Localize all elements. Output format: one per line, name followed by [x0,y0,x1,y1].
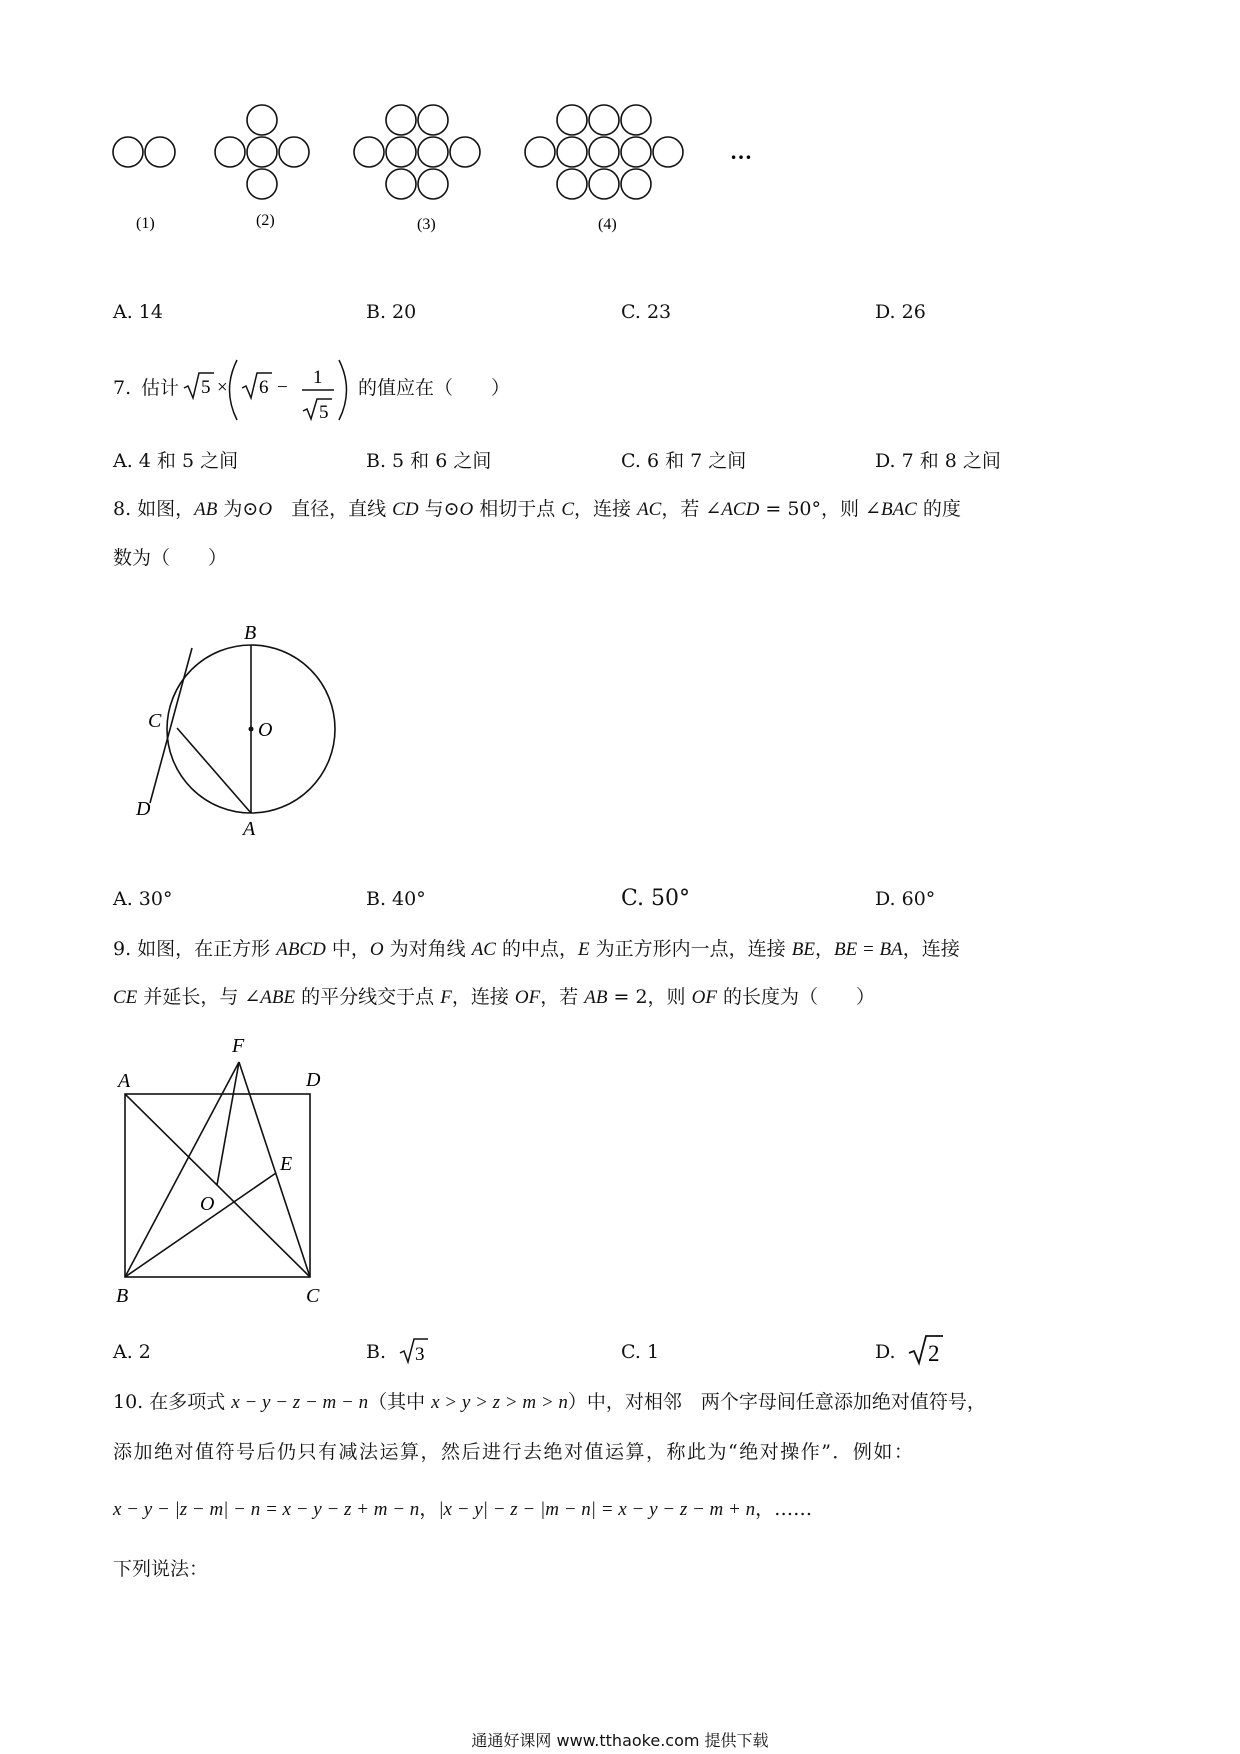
math-run: |x − y| − z − |m − n| = x − y − z − m + n [438,1499,756,1520]
text-run: ，连接 [902,938,960,960]
q7-stem-prefix: 估计 [141,377,180,399]
math-run: C [561,499,575,520]
q9-option-d-sqrt [907,1329,947,1369]
math-run: O [369,939,384,960]
text-run: ，连接 [574,498,638,520]
q8-label-o: O [258,719,273,741]
math-run: O [258,499,273,520]
q9-stem-line2 [113,988,875,1007]
q9-option-d: D. [875,1341,896,1363]
q7-number: 7. [113,377,132,399]
text-run: 10. 在多项式 [113,1391,232,1413]
math-run: CE [113,987,138,1008]
math-run: ABE [260,987,296,1008]
q8-label-d: D [136,798,151,820]
text-run: ，连接 [451,986,515,1008]
text-run: 8. 如图， [113,498,195,520]
q9-option-a: A. 2 [113,1341,151,1363]
q9-label-f: F [232,1035,245,1057]
q8-label-b: B [244,622,257,644]
q10-stem-line1 [113,1393,986,1412]
q9-stem-line1 [113,940,960,959]
math-run: E [578,939,590,960]
math-run: BE [791,939,815,960]
q8-label-a: A [243,818,256,840]
math-run: BAC [880,499,917,520]
math-run: AB [194,499,218,520]
math-run: ABCD [276,939,326,960]
q7-option-c: C. 6 和 7 之间 [621,450,747,472]
q8-option-d: D. 60° [875,888,936,910]
math-run: x − y − |z − m| − n = x − y − z + m − n [113,1499,420,1520]
q7-option-d: D. 7 和 8 之间 [875,450,1001,472]
q7-stem-suffix: 的值应在（ ） [358,377,511,399]
q8-stem-line1 [113,500,961,519]
q6-label-3: (3) [417,216,436,233]
q7-sqrt6-radicand: 6 [259,377,269,398]
math-run: OF [514,987,541,1008]
q10-stem-line3 [113,1500,812,1519]
q8-option-a: A. 30° [113,888,173,910]
q7-times: × [217,377,228,398]
text-run: 的长度为（ ） [716,986,875,1008]
text-run: ，若 ∠ [661,498,722,520]
q6-option-d: D. 26 [875,301,926,323]
q6-ellipsis: … [730,139,752,164]
text-run: 为⊙ [217,498,259,520]
math-run: ACD [721,499,760,520]
text-run: 直径，直线 [272,498,393,520]
text-run: ）中，对相邻 两个字母间任意添加绝对值符号， [567,1391,986,1413]
q7-den-radicand: 5 [319,402,329,423]
q6-option-a: A. 14 [113,301,163,323]
pattern-3 [354,105,480,199]
text-run: 的中点， [495,938,579,960]
q9-square-figure [110,1030,340,1310]
math-run: F [440,987,452,1008]
q10-stem-line2: 添加绝对值符号后仍只有减法运算，然后进行去绝对值运算，称此为“绝对操作”．例如： [113,1441,915,1463]
text-run: = 2，则 [607,986,692,1008]
q9-label-b: B [116,1285,129,1307]
pattern-2 [215,105,309,199]
q9-option-d-radicand: 2 [928,1341,940,1366]
q7-numerator: 1 [313,367,323,388]
text-run: （其中 [368,1391,432,1413]
q8-stem-line2: 数为（ ） [113,547,228,569]
text-run: 的平分线交于点 [295,986,441,1008]
pattern-1 [113,137,175,167]
math-run: x − y − z − m − n [231,1392,369,1413]
text-run: ，若 [540,986,585,1008]
text-run: 为正方形内一点，连接 [589,938,792,960]
q9-option-b-radicand: 3 [415,1344,425,1365]
q9-label-c: C [306,1285,320,1307]
q7-sqrt5-radicand: 5 [201,377,211,398]
q9-label-d: D [306,1069,321,1091]
q9-option-b-sqrt [398,1333,432,1367]
q6-option-c: C. 23 [621,301,672,323]
math-run: BE = BA [833,939,903,960]
math-run: AB [584,987,608,1008]
q8-option-c: C. 50° [621,886,691,911]
q9-label-o: O [200,1193,215,1215]
text-run: 的度 [916,498,961,520]
q9-label-e: E [280,1153,293,1175]
math-run: x > y > z > m > n [431,1392,568,1413]
q8-label-c: C [148,710,162,732]
q9-option-b: B. [366,1341,387,1363]
text-run: 中， [325,938,370,960]
text-run: ， [419,1498,439,1520]
text-run: 为对角线 [383,938,472,960]
q6-label-1: (1) [136,215,155,232]
math-run: CD [392,499,419,520]
q6-label-4: (4) [598,216,617,233]
math-run: O [459,499,474,520]
q6-circle-patterns [100,95,800,255]
math-run: AC [471,939,496,960]
q9-label-a: A [118,1070,131,1092]
text-run: = 50°，则 ∠ [759,498,881,520]
q8-option-b: B. 40° [366,888,426,910]
q7-expression [182,355,357,425]
q8-circle-figure [130,615,350,840]
q9-option-c: C. 1 [621,1341,660,1363]
text-run: ， [814,938,834,960]
q7-minus: − [277,377,288,398]
math-run: AC [637,499,662,520]
q10-stem-line4: 下列说法： [113,1558,209,1580]
text-run: 相切于点 [473,498,562,520]
q6-label-2: (2) [256,212,275,229]
text-run: 与⊙ [418,498,460,520]
pattern-4 [525,105,683,199]
page-footer: 通通好课网 www.tthaoke.com 提供下载 [471,1731,769,1750]
text-run: 9. 如图，在正方形 [113,938,277,960]
text-run: ，…… [755,1498,813,1520]
q7-option-b: B. 5 和 6 之间 [366,450,492,472]
q7-option-a: A. 4 和 5 之间 [113,450,239,472]
text-run: 并延长，与 ∠ [137,986,261,1008]
math-run: OF [691,987,717,1008]
q6-option-b: B. 20 [366,301,417,323]
